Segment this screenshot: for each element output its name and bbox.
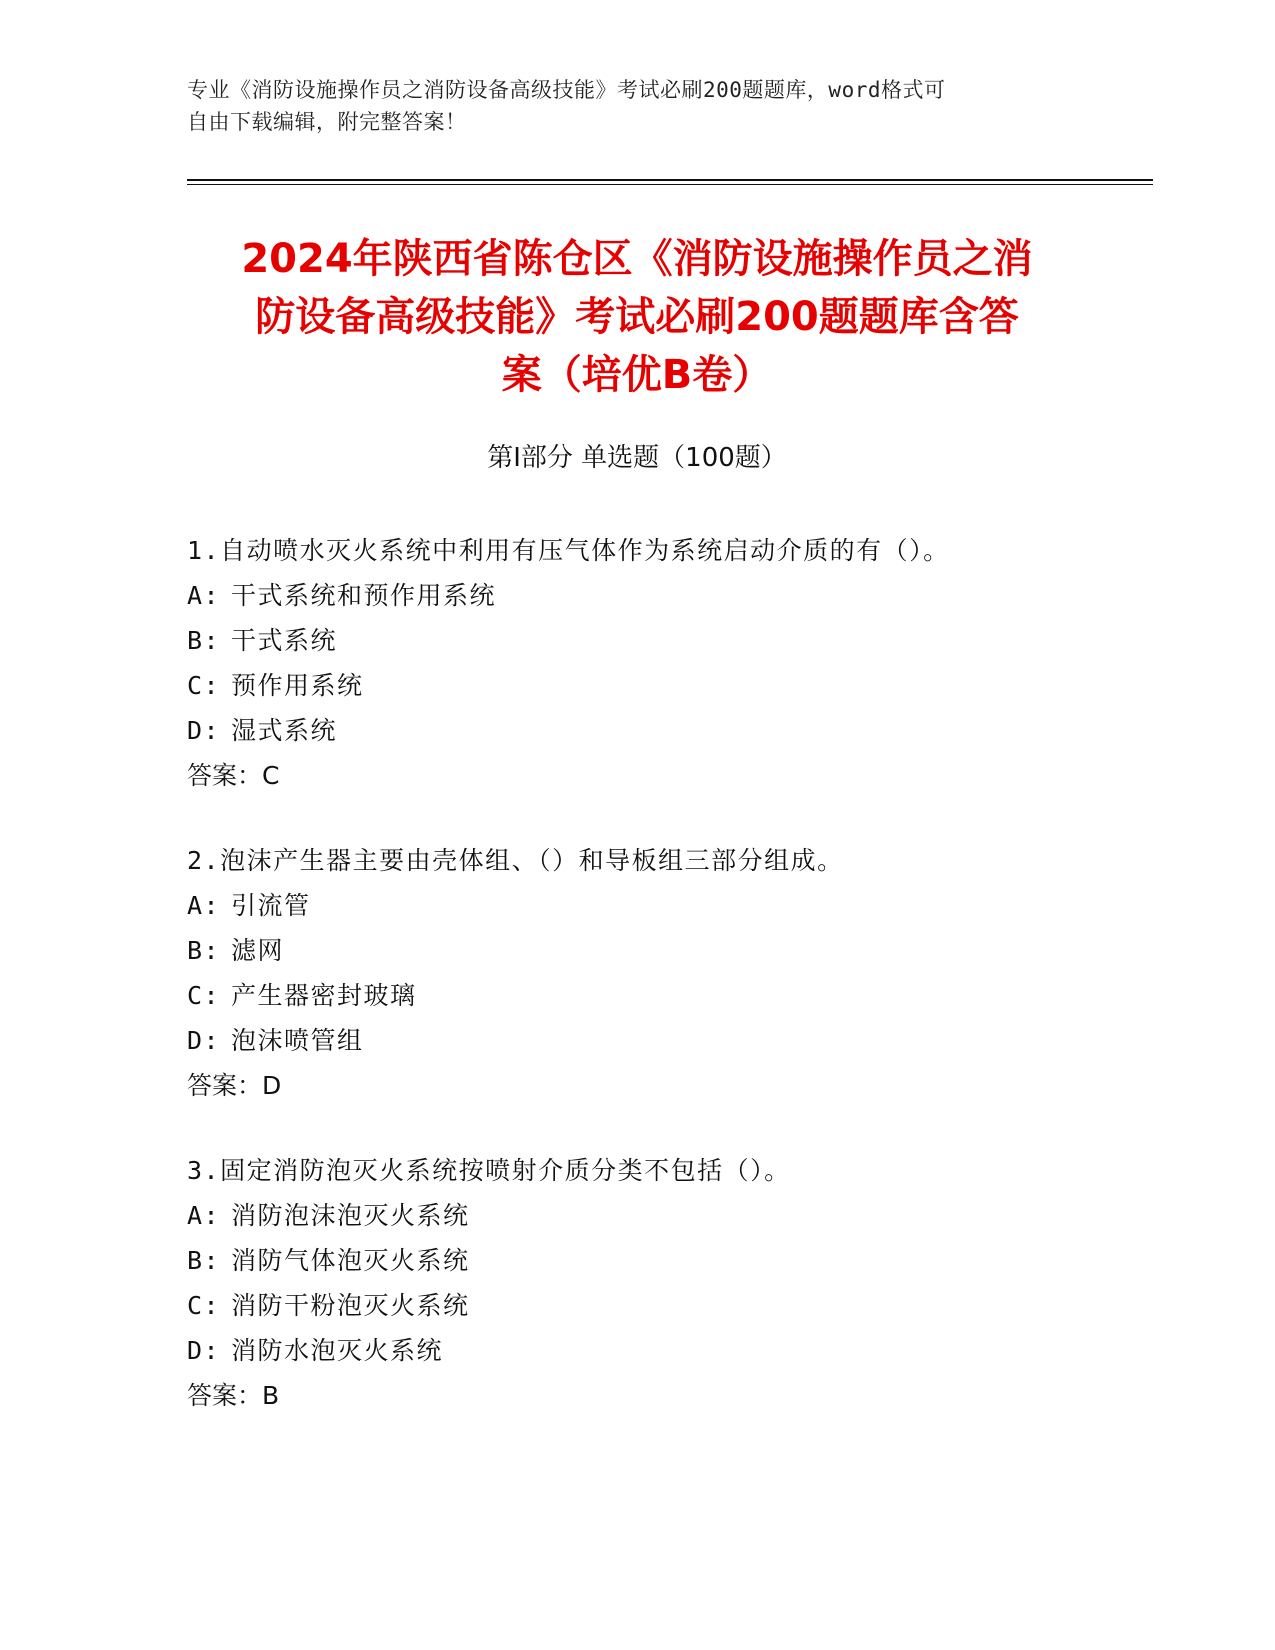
option-text: 干式系统和预作用系统: [231, 581, 497, 610]
option-letter: B:: [187, 936, 221, 965]
option-b: [187, 1238, 1087, 1283]
option-letter: A:: [187, 581, 221, 610]
option-text: 消防泡沫泡灭火系统: [231, 1201, 470, 1230]
header-note-line: 自由下载编辑，附完整答案！: [187, 110, 467, 134]
document-title: [187, 230, 1087, 404]
answer: 答案：D: [187, 1071, 282, 1100]
question-1: [187, 528, 1087, 798]
header-note-line: 专业《消防设施操作员之消防设备高级技能》考试必刷200题题库，word格式可: [187, 78, 946, 102]
option-b: [187, 618, 1087, 663]
question-stem: 3.固定消防泡灭火系统按喷射介质分类不包括（）。: [187, 1156, 791, 1185]
answer: 答案：C: [187, 761, 280, 790]
title-line: 案（培优B卷）: [501, 352, 773, 398]
option-text: 干式系统: [231, 626, 338, 655]
option-text: 消防水泡灭火系统: [231, 1336, 444, 1365]
title-line: 防设备高级技能》考试必刷200题题库含答: [255, 294, 1019, 340]
option-a: [187, 573, 1087, 618]
header-divider: [187, 179, 1153, 181]
option-text: 滤网: [231, 936, 285, 965]
option-c: [187, 973, 1087, 1018]
question-list: [187, 528, 1087, 1458]
section-title: 第Ⅰ部分 单选题（100题）: [487, 443, 787, 473]
option-letter: D:: [187, 1336, 221, 1365]
option-letter: C:: [187, 1291, 221, 1320]
option-b: [187, 928, 1087, 973]
option-d: [187, 1328, 1087, 1373]
answer: 答案：B: [187, 1381, 280, 1410]
question-2: [187, 838, 1087, 1108]
option-text: 预作用系统: [231, 671, 364, 700]
option-text: 产生器密封玻璃: [231, 981, 417, 1010]
question-3: [187, 1148, 1087, 1418]
title-line: 2024年陕西省陈仓区《消防设施操作员之消: [241, 236, 1033, 282]
question-stem: 1.自动喷水灭火系统中利用有压气体作为系统启动介质的有（）。: [187, 536, 950, 565]
option-letter: B:: [187, 626, 221, 655]
option-text: 引流管: [231, 891, 311, 920]
option-text: 湿式系统: [231, 716, 338, 745]
option-text: 消防气体泡灭火系统: [231, 1246, 470, 1275]
option-letter: A:: [187, 891, 221, 920]
header-divider-thin: [187, 184, 1153, 185]
option-c: [187, 1283, 1087, 1328]
option-letter: B:: [187, 1246, 221, 1275]
option-letter: D:: [187, 1026, 221, 1055]
option-a: [187, 883, 1087, 928]
option-text: 消防干粉泡灭火系统: [231, 1291, 470, 1320]
option-d: [187, 1018, 1087, 1063]
option-d: [187, 708, 1087, 753]
option-text: 泡沫喷管组: [231, 1026, 364, 1055]
option-letter: D:: [187, 716, 221, 745]
option-letter: A:: [187, 1201, 221, 1230]
option-a: [187, 1193, 1087, 1238]
option-c: [187, 663, 1087, 708]
header-note: [187, 74, 1067, 138]
option-letter: C:: [187, 981, 221, 1010]
question-stem: 2.泡沫产生器主要由壳体组、（）和导板组三部分组成。: [187, 846, 844, 875]
option-letter: C:: [187, 671, 221, 700]
